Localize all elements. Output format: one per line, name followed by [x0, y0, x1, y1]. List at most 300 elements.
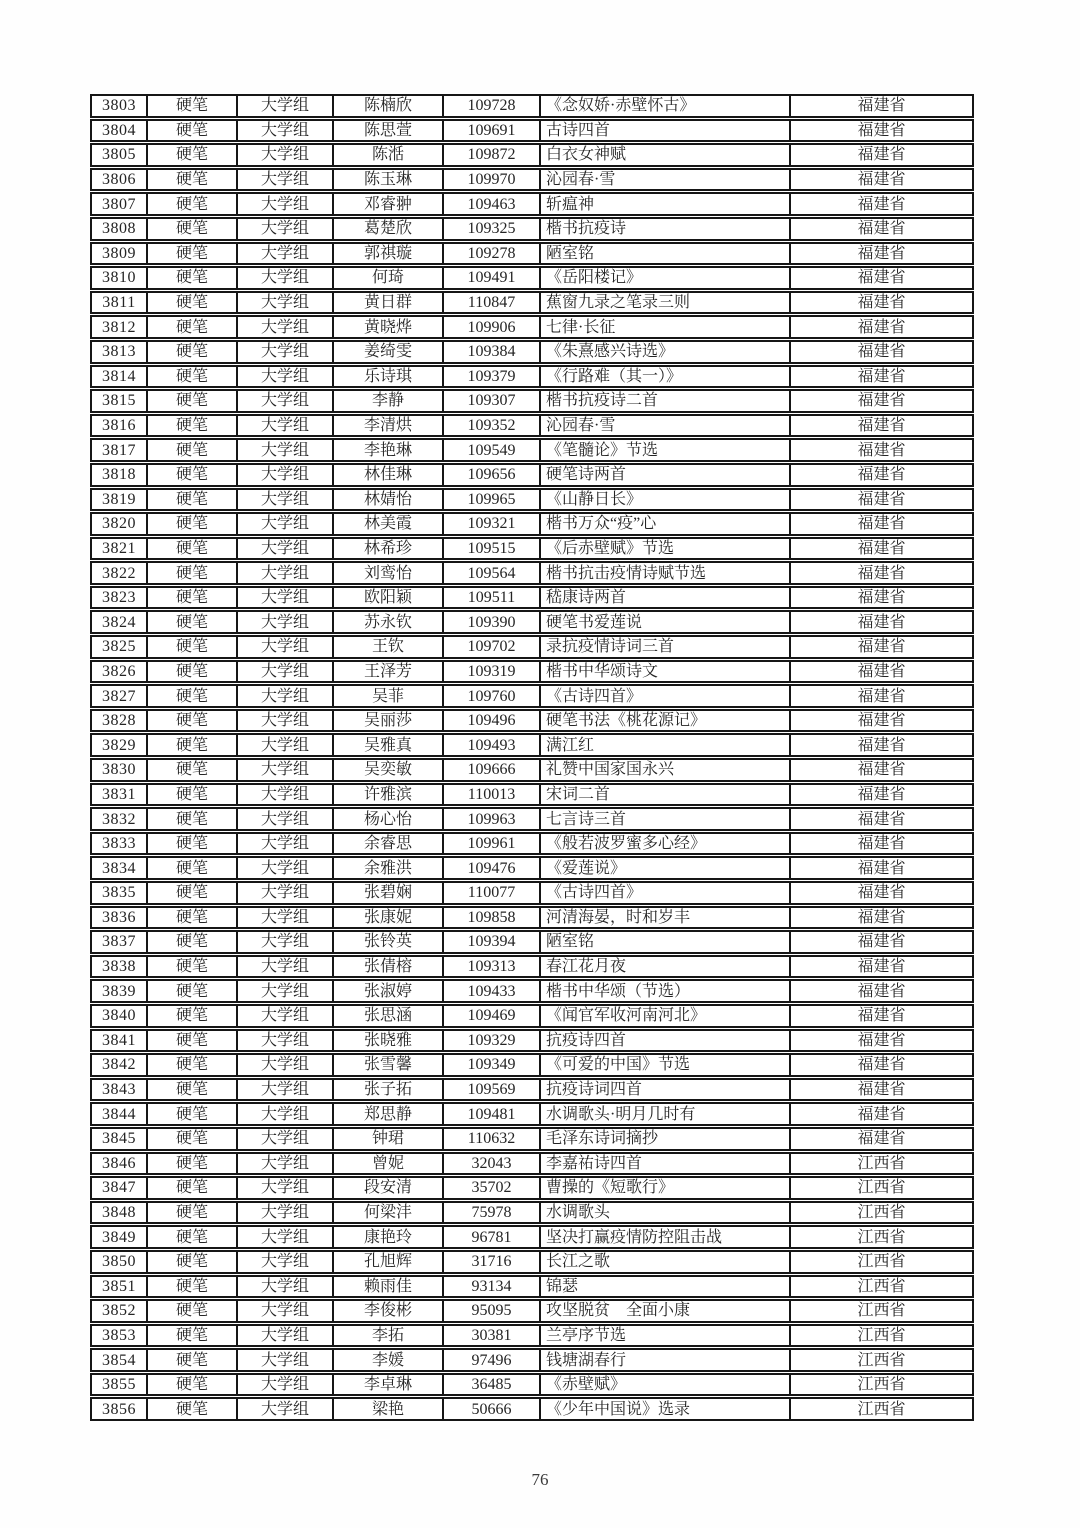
cell-province: 福建省	[857, 539, 906, 557]
cell-work-title: 楷书中华颂（节选）	[541, 981, 791, 1001]
cell-serial: 3829	[92, 735, 148, 755]
cell-group: 大学组	[238, 908, 334, 928]
table-row	[90, 1029, 974, 1053]
cell-entry-number: 109321	[444, 514, 541, 534]
cell-category: 硬笔	[148, 908, 238, 928]
table-row	[90, 291, 974, 315]
cell-entry-number: 110013	[444, 785, 541, 805]
cell-work-title: 《古诗四首》	[541, 883, 791, 903]
cell-work-title: 《后赤壁赋》节选	[541, 539, 791, 559]
cell-work-title: 钱塘湖春行	[541, 1350, 791, 1370]
cell-group: 大学组	[238, 219, 334, 239]
cell-province: 福建省	[857, 982, 906, 1000]
cell-category: 硬笔	[148, 883, 238, 903]
cell-category: 硬笔	[148, 268, 238, 288]
cell-group: 大学组	[238, 1301, 334, 1321]
cell-category: 硬笔	[148, 1055, 238, 1075]
cell-group: 大学组	[238, 711, 334, 731]
cell-work-title: 《念奴娇·赤壁怀古》	[541, 96, 791, 116]
cell-name: 乐诗琪	[334, 367, 444, 387]
cell-name: 张晓雅	[334, 1031, 444, 1051]
cell-entry-number: 109515	[444, 539, 541, 559]
cell-name: 欧阳颖	[334, 588, 444, 608]
cell-name: 黄日群	[334, 293, 444, 313]
cell-serial: 3820	[92, 514, 148, 534]
cell-work-title: 河清海晏，时和岁丰	[541, 908, 791, 928]
cell-serial: 3810	[92, 268, 148, 288]
cell-category: 硬笔	[148, 957, 238, 977]
cell-entry-number: 110847	[444, 293, 541, 313]
table-row	[90, 488, 974, 512]
cell-name: 杨心怡	[334, 809, 444, 829]
cell-name: 何琦	[334, 268, 444, 288]
cell-work-title: 长江之歌	[541, 1252, 791, 1272]
cell-serial: 3854	[92, 1350, 148, 1370]
cell-name: 葛楚欣	[334, 219, 444, 239]
cell-name: 林希珍	[334, 539, 444, 559]
cell-province: 福建省	[857, 490, 906, 508]
cell-province: 江西省	[857, 1277, 906, 1295]
cell-entry-number: 32043	[444, 1154, 541, 1174]
cell-work-title: 《岳阳楼记》	[541, 268, 791, 288]
cell-serial: 3804	[92, 121, 148, 141]
cell-province: 福建省	[857, 392, 906, 410]
cell-serial: 3826	[92, 662, 148, 682]
cell-work-title: 礼赞中国家国永兴	[541, 760, 791, 780]
cell-work-title: 攻坚脱贫 全面小康	[541, 1301, 791, 1321]
cell-entry-number: 109319	[444, 662, 541, 682]
cell-serial: 3846	[92, 1154, 148, 1174]
cell-entry-number: 109702	[444, 637, 541, 657]
cell-work-title: 古诗四首	[541, 121, 791, 141]
cell-province: 福建省	[857, 638, 906, 656]
cell-work-title: 水调歌头·明月几时有	[541, 1104, 791, 1124]
table-row	[90, 1373, 974, 1397]
table-row	[90, 783, 974, 807]
cell-name: 梁艳	[334, 1399, 444, 1419]
table-row	[90, 266, 974, 290]
table-row	[90, 930, 974, 954]
table-row	[90, 660, 974, 684]
cell-group: 大学组	[238, 416, 334, 436]
cell-province: 福建省	[857, 933, 906, 951]
cell-province: 福建省	[857, 220, 906, 238]
cell-name: 吴丽莎	[334, 711, 444, 731]
cell-name: 林美霞	[334, 514, 444, 534]
cell-serial: 3812	[92, 317, 148, 337]
cell-serial: 3824	[92, 612, 148, 632]
cell-work-title: 《古诗四首》	[541, 686, 791, 706]
cell-category: 硬笔	[148, 1326, 238, 1346]
table-row	[90, 463, 974, 487]
cell-group: 大学组	[238, 342, 334, 362]
cell-entry-number: 50666	[444, 1399, 541, 1419]
cell-work-title: 《爱莲说》	[541, 858, 791, 878]
cell-province: 福建省	[857, 785, 906, 803]
cell-work-title: 七言诗三首	[541, 809, 791, 829]
cell-entry-number: 109906	[444, 317, 541, 337]
table-row	[90, 881, 974, 905]
cell-work-title: 嵇康诗两首	[541, 588, 791, 608]
cell-entry-number: 109872	[444, 145, 541, 165]
cell-name: 陈湉	[334, 145, 444, 165]
cell-name: 李拓	[334, 1326, 444, 1346]
cell-serial: 3821	[92, 539, 148, 559]
cell-category: 硬笔	[148, 465, 238, 485]
cell-name: 李清烘	[334, 416, 444, 436]
table-row	[90, 1348, 974, 1372]
cell-work-title: 沁园春·雪	[541, 416, 791, 436]
cell-category: 硬笔	[148, 219, 238, 239]
table-row	[90, 1324, 974, 1348]
cell-group: 大学组	[238, 588, 334, 608]
cell-category: 硬笔	[148, 735, 238, 755]
cell-serial: 3848	[92, 1203, 148, 1223]
table-row	[90, 906, 974, 930]
cell-category: 硬笔	[148, 612, 238, 632]
cell-name: 黄晓烨	[334, 317, 444, 337]
cell-work-title: 陋室铭	[541, 932, 791, 952]
cell-group: 大学组	[238, 883, 334, 903]
cell-serial: 3836	[92, 908, 148, 928]
table-row	[90, 832, 974, 856]
cell-group: 大学组	[238, 1055, 334, 1075]
cell-entry-number: 109278	[444, 244, 541, 264]
cell-group: 大学组	[238, 465, 334, 485]
cell-work-title: 《赤壁赋》	[541, 1375, 791, 1395]
cell-group: 大学组	[238, 1326, 334, 1346]
cell-entry-number: 109313	[444, 957, 541, 977]
table-row	[90, 389, 974, 413]
cell-category: 硬笔	[148, 170, 238, 190]
cell-province: 福建省	[857, 367, 906, 385]
cell-category: 硬笔	[148, 1375, 238, 1395]
cell-category: 硬笔	[148, 637, 238, 657]
cell-name: 康艳玲	[334, 1227, 444, 1247]
cell-entry-number: 95095	[444, 1301, 541, 1321]
cell-work-title: 蕉窗九录之笔录三则	[541, 293, 791, 313]
cell-category: 硬笔	[148, 317, 238, 337]
cell-category: 硬笔	[148, 293, 238, 313]
cell-category: 硬笔	[148, 1350, 238, 1370]
cell-name: 余睿思	[334, 834, 444, 854]
cell-serial: 3839	[92, 981, 148, 1001]
table-row	[90, 561, 974, 585]
cell-name: 郑思静	[334, 1104, 444, 1124]
table-row	[90, 1102, 974, 1126]
cell-work-title: 水调歌头	[541, 1203, 791, 1223]
table-row	[90, 1053, 974, 1077]
cell-entry-number: 109858	[444, 908, 541, 928]
cell-category: 硬笔	[148, 1006, 238, 1026]
cell-entry-number: 109965	[444, 490, 541, 510]
cell-entry-number: 93134	[444, 1277, 541, 1297]
cell-group: 大学组	[238, 760, 334, 780]
cell-group: 大学组	[238, 932, 334, 952]
cell-work-title: 楷书万众“疫”心	[541, 514, 791, 534]
cell-name: 吴菲	[334, 686, 444, 706]
cell-serial: 3841	[92, 1031, 148, 1051]
table-row	[90, 856, 974, 880]
cell-entry-number: 109481	[444, 1104, 541, 1124]
cell-category: 硬笔	[148, 1154, 238, 1174]
cell-group: 大学组	[238, 170, 334, 190]
cell-group: 大学组	[238, 194, 334, 214]
cell-category: 硬笔	[148, 440, 238, 460]
table-row	[90, 340, 974, 364]
cell-name: 余雅洪	[334, 858, 444, 878]
cell-entry-number: 31716	[444, 1252, 541, 1272]
cell-province: 福建省	[857, 318, 906, 336]
cell-work-title: 毛泽东诗词摘抄	[541, 1129, 791, 1149]
cell-category: 硬笔	[148, 96, 238, 116]
table-row	[90, 1250, 974, 1274]
cell-group: 大学组	[238, 1154, 334, 1174]
cell-name: 张雪馨	[334, 1055, 444, 1075]
cell-name: 苏永钦	[334, 612, 444, 632]
cell-province: 福建省	[857, 171, 906, 189]
cell-category: 硬笔	[148, 367, 238, 387]
cell-group: 大学组	[238, 1277, 334, 1297]
cell-category: 硬笔	[148, 1104, 238, 1124]
cell-group: 大学组	[238, 1129, 334, 1149]
cell-serial: 3822	[92, 563, 148, 583]
cell-group: 大学组	[238, 96, 334, 116]
cell-serial: 3850	[92, 1252, 148, 1272]
cell-work-title: 硬笔书爱莲说	[541, 612, 791, 632]
cell-work-title: 曹操的《短歌行》	[541, 1178, 791, 1198]
cell-serial: 3817	[92, 440, 148, 460]
cell-serial: 3819	[92, 490, 148, 510]
cell-province: 福建省	[857, 712, 906, 730]
cell-entry-number: 109549	[444, 440, 541, 460]
cell-name: 许雅滨	[334, 785, 444, 805]
cell-category: 硬笔	[148, 514, 238, 534]
cell-province: 福建省	[857, 1007, 906, 1025]
table-row	[90, 1078, 974, 1102]
cell-work-title: 满江红	[541, 735, 791, 755]
cell-province: 福建省	[857, 810, 906, 828]
cell-group: 大学组	[238, 981, 334, 1001]
table-row	[90, 414, 974, 438]
table-row	[90, 979, 974, 1003]
cell-work-title: 楷书抗击疫情诗赋节选	[541, 563, 791, 583]
table-row	[90, 217, 974, 241]
cell-entry-number: 109666	[444, 760, 541, 780]
cell-entry-number: 109970	[444, 170, 541, 190]
cell-province: 福建省	[857, 859, 906, 877]
cell-serial: 3844	[92, 1104, 148, 1124]
cell-name: 张铃英	[334, 932, 444, 952]
cell-province: 福建省	[857, 589, 906, 607]
cell-entry-number: 109564	[444, 563, 541, 583]
table-row	[90, 1299, 974, 1323]
cell-category: 硬笔	[148, 760, 238, 780]
table-row	[90, 537, 974, 561]
cell-group: 大学组	[238, 1375, 334, 1395]
cell-group: 大学组	[238, 440, 334, 460]
cell-province: 福建省	[857, 97, 906, 115]
table-row	[90, 168, 974, 192]
table-row	[90, 315, 974, 339]
cell-group: 大学组	[238, 1252, 334, 1272]
cell-group: 大学组	[238, 317, 334, 337]
cell-province: 福建省	[857, 687, 906, 705]
cell-entry-number: 109496	[444, 711, 541, 731]
cell-group: 大学组	[238, 1178, 334, 1198]
cell-province: 福建省	[857, 294, 906, 312]
cell-category: 硬笔	[148, 342, 238, 362]
cell-work-title: 斩瘟神	[541, 194, 791, 214]
cell-category: 硬笔	[148, 711, 238, 731]
cell-name: 张子拓	[334, 1080, 444, 1100]
cell-province: 福建省	[857, 417, 906, 435]
cell-serial: 3843	[92, 1080, 148, 1100]
cell-work-title: 楷书抗疫诗二首	[541, 391, 791, 411]
cell-serial: 3853	[92, 1326, 148, 1346]
cell-work-title: 硬笔书法《桃花源记》	[541, 711, 791, 731]
cell-category: 硬笔	[148, 686, 238, 706]
cell-province: 福建省	[857, 761, 906, 779]
cell-name: 李静	[334, 391, 444, 411]
cell-name: 陈玉琳	[334, 170, 444, 190]
cell-entry-number: 109728	[444, 96, 541, 116]
cell-province: 福建省	[857, 121, 906, 139]
cell-entry-number: 109691	[444, 121, 541, 141]
cell-group: 大学组	[238, 490, 334, 510]
cell-work-title: 《般若波罗蜜多心经》	[541, 834, 791, 854]
cell-group: 大学组	[238, 539, 334, 559]
cell-category: 硬笔	[148, 416, 238, 436]
cell-serial: 3847	[92, 1178, 148, 1198]
table-row	[90, 610, 974, 634]
cell-work-title: 抗疫诗四首	[541, 1031, 791, 1051]
cell-serial: 3818	[92, 465, 148, 485]
cell-serial: 3816	[92, 416, 148, 436]
cell-name: 张碧娴	[334, 883, 444, 903]
cell-category: 硬笔	[148, 785, 238, 805]
entries-table	[90, 94, 974, 1422]
cell-province: 江西省	[857, 1351, 906, 1369]
cell-entry-number: 109569	[444, 1080, 541, 1100]
cell-group: 大学组	[238, 121, 334, 141]
table-row	[90, 1176, 974, 1200]
cell-province: 福建省	[857, 343, 906, 361]
cell-serial: 3805	[92, 145, 148, 165]
table-row	[90, 119, 974, 143]
cell-entry-number: 110077	[444, 883, 541, 903]
table-row	[90, 635, 974, 659]
cell-name: 吴奕敏	[334, 760, 444, 780]
cell-entry-number: 109963	[444, 809, 541, 829]
table-row	[90, 438, 974, 462]
cell-serial: 3803	[92, 96, 148, 116]
cell-group: 大学组	[238, 1080, 334, 1100]
cell-work-title: 《闻官军收河南河北》	[541, 1006, 791, 1026]
cell-serial: 3838	[92, 957, 148, 977]
cell-entry-number: 109394	[444, 932, 541, 952]
cell-group: 大学组	[238, 686, 334, 706]
table-row	[90, 1275, 974, 1299]
cell-name: 林婧怡	[334, 490, 444, 510]
cell-category: 硬笔	[148, 1399, 238, 1419]
cell-serial: 3834	[92, 858, 148, 878]
cell-province: 福建省	[857, 515, 906, 533]
cell-category: 硬笔	[148, 1252, 238, 1272]
cell-serial: 3808	[92, 219, 148, 239]
cell-name: 李媛	[334, 1350, 444, 1370]
cell-work-title: 宋词二首	[541, 785, 791, 805]
cell-category: 硬笔	[148, 1227, 238, 1247]
cell-entry-number: 109307	[444, 391, 541, 411]
table-row	[90, 94, 974, 118]
cell-entry-number: 109463	[444, 194, 541, 214]
cell-province: 福建省	[857, 441, 906, 459]
cell-entry-number: 96781	[444, 1227, 541, 1247]
cell-work-title: 硬笔诗两首	[541, 465, 791, 485]
cell-category: 硬笔	[148, 490, 238, 510]
cell-category: 硬笔	[148, 809, 238, 829]
cell-serial: 3832	[92, 809, 148, 829]
cell-work-title: 《笔髓论》节选	[541, 440, 791, 460]
cell-name: 张淑婷	[334, 981, 444, 1001]
cell-name: 姜绮雯	[334, 342, 444, 362]
cell-work-title: 《可爱的中国》节选	[541, 1055, 791, 1075]
cell-serial: 3811	[92, 293, 148, 313]
cell-category: 硬笔	[148, 539, 238, 559]
cell-group: 大学组	[238, 1031, 334, 1051]
cell-serial: 3831	[92, 785, 148, 805]
cell-group: 大学组	[238, 1006, 334, 1026]
cell-entry-number: 109491	[444, 268, 541, 288]
cell-entry-number: 109352	[444, 416, 541, 436]
cell-name: 钟珺	[334, 1129, 444, 1149]
table-row	[90, 1225, 974, 1249]
cell-province: 江西省	[857, 1400, 906, 1418]
cell-province: 福建省	[857, 613, 906, 631]
cell-category: 硬笔	[148, 932, 238, 952]
cell-province: 福建省	[857, 195, 906, 213]
cell-name: 陈思萱	[334, 121, 444, 141]
cell-serial: 3825	[92, 637, 148, 657]
table-row	[90, 586, 974, 610]
cell-group: 大学组	[238, 858, 334, 878]
cell-work-title: 《朱熹感兴诗选》	[541, 342, 791, 362]
page-number: 76	[531, 1470, 549, 1489]
cell-group: 大学组	[238, 145, 334, 165]
cell-name: 张康妮	[334, 908, 444, 928]
cell-province: 福建省	[857, 958, 906, 976]
cell-entry-number: 109656	[444, 465, 541, 485]
table-row	[90, 1397, 974, 1421]
cell-entry-number: 109760	[444, 686, 541, 706]
cell-province: 福建省	[857, 1130, 906, 1148]
cell-serial: 3851	[92, 1277, 148, 1297]
cell-category: 硬笔	[148, 1301, 238, 1321]
table-row	[90, 758, 974, 782]
cell-work-title: 兰亭序节选	[541, 1326, 791, 1346]
cell-province: 江西省	[857, 1179, 906, 1197]
cell-province: 江西省	[857, 1302, 906, 1320]
cell-work-title: 春江花月夜	[541, 957, 791, 977]
cell-name: 张倩榕	[334, 957, 444, 977]
cell-group: 大学组	[238, 735, 334, 755]
cell-serial: 3835	[92, 883, 148, 903]
cell-province: 江西省	[857, 1326, 906, 1344]
cell-group: 大学组	[238, 834, 334, 854]
table-row	[90, 1201, 974, 1225]
cell-group: 大学组	[238, 268, 334, 288]
